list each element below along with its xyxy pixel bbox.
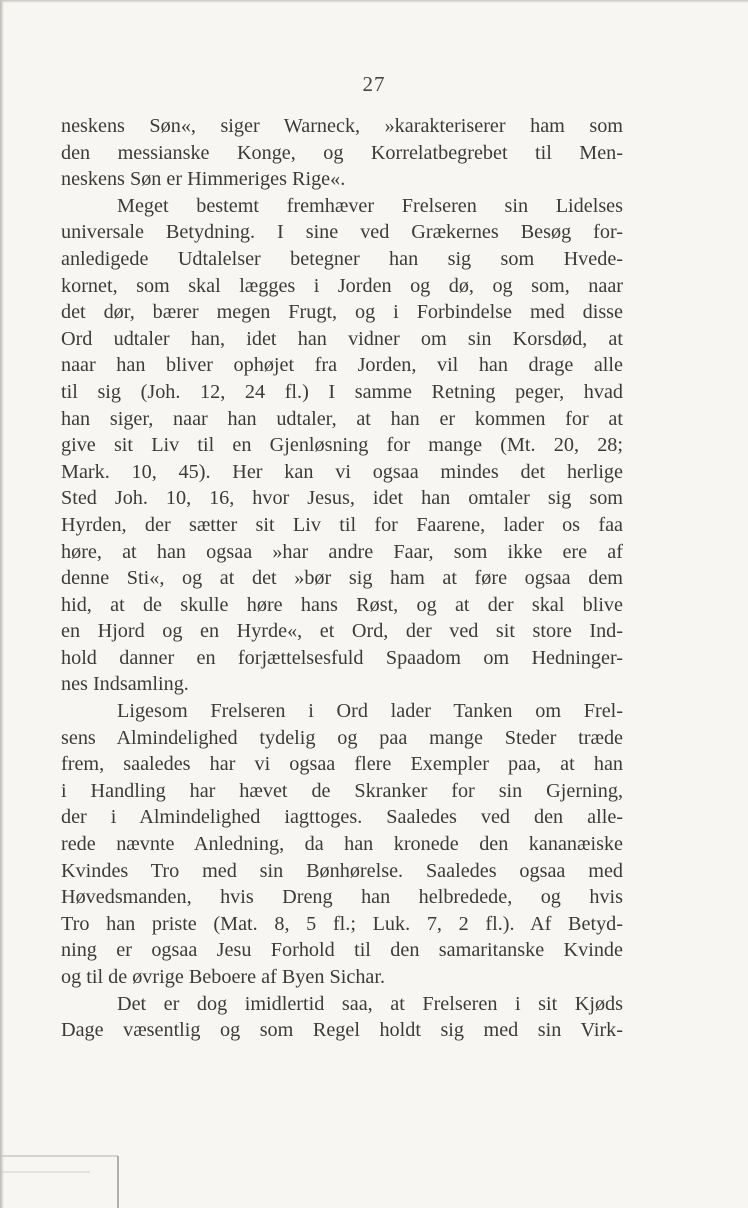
text-line: Det er dog imidlertid saa, at Frelseren i sit Kjøds bbox=[117, 992, 623, 1015]
text-line: give sit Liv til en Gjenløsning for mange (Mt. 20, 28; bbox=[61, 434, 623, 457]
text-line: ning er ogsaa Jesu Forhold til den samaritanske Kvinde bbox=[61, 939, 623, 962]
text-line: til sig (Joh. 12, 24 fl.) I samme Retning peger, hvad bbox=[61, 380, 623, 403]
text-line: høre, at han ogsaa »har andre Faar, som ikke ere af bbox=[61, 540, 623, 563]
text-line: neskens Søn«, siger Warneck, »karakteriserer ham som bbox=[61, 115, 623, 137]
page-number: 27 bbox=[362, 72, 386, 96]
text-line: hid, at de skulle høre hans Røst, og at der skal blive bbox=[61, 593, 623, 616]
text-line: der i Almindelighed iagttoges. Saaledes ved den alle- bbox=[61, 806, 623, 829]
text-line: denne Sti«, og at det »bør sig ham at føre ogsaa dem bbox=[61, 567, 623, 590]
text-line: en Hjord og en Hyrde«, et Ord, der ved sit store Ind- bbox=[61, 620, 623, 643]
text-line: i Handling har hævet de Skranker for sin Gjerning, bbox=[61, 779, 623, 802]
text-line: han siger, naar han udtaler, at han er kommen for at bbox=[61, 407, 623, 430]
text-line: rede nævnte Anledning, da han kronede den kananæiske bbox=[61, 833, 623, 856]
text-line: universale Betydning. I sine ved Grækernes Besøg for- bbox=[61, 221, 623, 244]
text-line: sens Almindelighed tydelig og paa mange Steder træde bbox=[61, 726, 623, 749]
scan-edge-top bbox=[0, 0, 748, 3]
text-line: neskens Søn er Himmeriges Rige«. bbox=[61, 168, 346, 191]
body-text bbox=[61, 113, 623, 1044]
text-line: Sted Joh. 10, 16, hvor Jesus, idet han omtaler sig som bbox=[61, 487, 623, 510]
text-line: nes Indsamling. bbox=[61, 673, 189, 696]
text-line: Tro han priste (Mat. 8, 5 fl.; Luk. 7, 2 fl.). Af Betyd- bbox=[61, 912, 623, 935]
scan-corner-mark bbox=[0, 1150, 122, 1208]
text-line: det dør, bærer megen Frugt, og i Forbindelse med disse bbox=[61, 301, 623, 324]
text-line: Mark. 10, 45). Her kan vi ogsaa mindes det herlige bbox=[61, 460, 623, 483]
text-line: kornet, som skal lægges i Jorden og dø, og som, naar bbox=[61, 274, 623, 297]
text-line: Kvindes Tro med sin Bønhørelse. Saaledes ogsaa med bbox=[61, 859, 623, 882]
text-line: og til de øvrige Beboere af Byen Sichar. bbox=[61, 966, 386, 988]
text-line: Høvedsmanden, hvis Dreng han helbredede, og hvis bbox=[61, 886, 623, 909]
text-line: Hyrden, der sætter sit Liv til for Faarene, lader os faa bbox=[61, 513, 623, 536]
text-line: frem, saaledes har vi ogsaa flere Exempler paa, at han bbox=[61, 753, 623, 776]
text-line: den messianske Konge, og Korrelatbegrebet til Men- bbox=[61, 141, 623, 164]
text-line: Meget bestemt fremhæver Frelseren sin Lidelses bbox=[117, 194, 623, 217]
text-line: anledigede Udtalelser betegner han sig som Hvede- bbox=[61, 247, 623, 270]
scan-edge-left bbox=[0, 0, 4, 1208]
text-line: Ligesom Frelseren i Ord lader Tanken om Frel- bbox=[117, 700, 623, 723]
text-line: naar han bliver ophøjet fra Jorden, vil han drage alle bbox=[61, 354, 623, 377]
text-line: Dage væsentlig og som Regel holdt sig med sin Virk- bbox=[61, 1019, 623, 1042]
text-line: hold danner en forjættelsesfuld Spaadom om Hedninger- bbox=[61, 646, 623, 669]
text-line: Ord udtaler han, idet han vidner om sin Korsdød, at bbox=[61, 327, 623, 350]
